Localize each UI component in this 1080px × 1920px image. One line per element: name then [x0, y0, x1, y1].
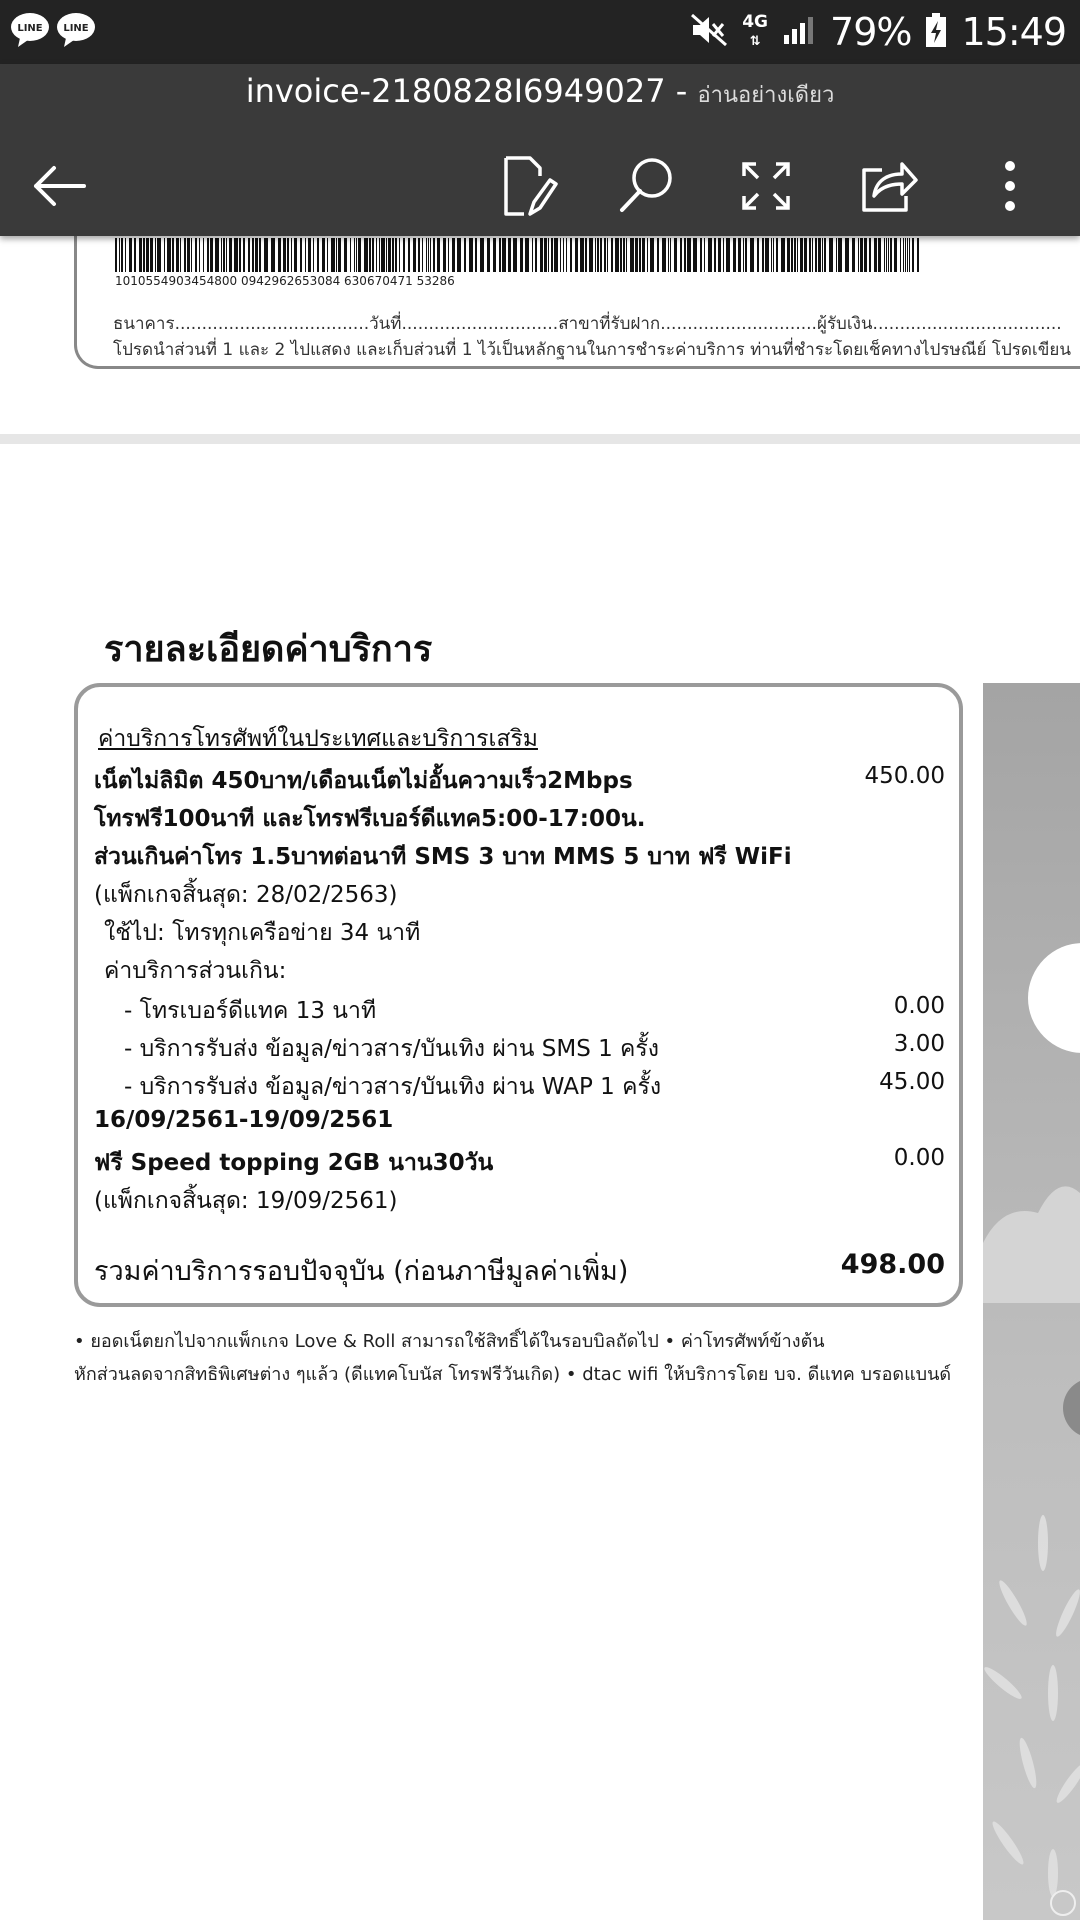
section-title: รายละเอียดค่าบริการ — [104, 629, 433, 670]
svg-text:LINE: LINE — [63, 23, 89, 34]
line-item — [94, 915, 945, 951]
line-item-amount: 3.00 — [893, 1031, 945, 1057]
status-bar — [0, 0, 1080, 64]
line-item-amount: 450.00 — [864, 763, 945, 789]
line-item-text: โทรฟรี100นาที และโทรฟรีเบอร์ดีแทค5:00-17:00น. — [94, 806, 646, 832]
line-item-text: ใช้ไป: โทรทุกเครือข่าย 34 นาที — [104, 920, 421, 946]
more-vert-icon[interactable] — [974, 150, 1046, 222]
line-app-icon — [10, 12, 50, 48]
line-item-text: - โทรเบอร์ดีแทค 13 นาที — [124, 998, 377, 1024]
signal-icon — [782, 15, 816, 49]
read-only-label: อ่านอย่างเดียว — [697, 83, 835, 108]
line-item-text: (แพ็กเกจสิ้นสุด: 28/02/2563) — [94, 882, 398, 908]
side-decorative-panel — [983, 683, 1080, 1920]
edit-document-icon[interactable] — [490, 150, 562, 222]
line-item-text: 16/09/2561-19/09/2561 — [94, 1107, 394, 1133]
search-icon[interactable] — [610, 150, 682, 222]
line-item — [94, 801, 945, 837]
battery-percent: 79% — [830, 10, 912, 54]
document-title — [0, 72, 1080, 112]
back-arrow-icon[interactable] — [24, 150, 96, 222]
line-item — [94, 953, 945, 989]
line-item — [94, 763, 945, 799]
footnote-line: • ยอดเน็ตยกไปจากแพ็กเกจ Love & Roll สามารถใช้สิทธิ์ได้ในรอบบิลถัดไป • ค่าโทรศัพท์ข้างต้น — [74, 1331, 825, 1352]
page-divider — [0, 434, 1080, 444]
app-bar — [0, 64, 1080, 236]
line-item — [94, 1183, 945, 1219]
service-details-box — [74, 683, 963, 1307]
line-item — [94, 877, 945, 913]
svg-text:LINE: LINE — [17, 23, 43, 34]
line-item-amount: 0.00 — [893, 993, 945, 1019]
line-item-text: - บริการรับส่ง ข้อมูล/ข่าวสาร/บันเทิง ผ่าน WAP 1 ครั้ง — [124, 1074, 662, 1100]
line-app-icon — [56, 12, 96, 48]
line-item — [94, 993, 945, 1029]
line-item-text: ค่าบริการส่วนเกิน: — [104, 958, 287, 984]
total-label: รวมค่าบริการรอบปัจจุบัน (ก่อนภาษีมูลค่าเพิ่ม) — [94, 1256, 629, 1287]
share-icon[interactable] — [852, 150, 924, 222]
line-item-text: ส่วนเกินค่าโทร 1.5บาทต่อนาที SMS 3 บาท MMS 5 บาท ฟรี WiFi — [94, 844, 792, 870]
clock: 15:49 — [961, 10, 1066, 54]
total-row — [94, 1249, 945, 1292]
file-name: invoice-2180828I6949027 — [245, 72, 666, 110]
barcode-image — [115, 238, 995, 272]
line-item — [94, 1145, 945, 1181]
battery-charging-icon — [925, 12, 947, 52]
mute-icon — [690, 13, 728, 51]
line-item — [94, 1069, 945, 1105]
title-separator: - — [665, 72, 698, 110]
network-type-icon: 4G ⇅ — [742, 12, 769, 49]
line-item-text: เน็ตไม่ลิมิต 450บาท/เดือนเน็ตไม่อั้นความเร็ว2Mbps — [94, 768, 633, 794]
line-item-text: (แพ็กเกจสิ้นสุด: 19/09/2561) — [94, 1188, 398, 1214]
slip-instruction: โปรดนำส่วนที่ 1 และ 2 ไปแสดง และเก็บส่วนที่ 1 ไว้เป็นหลักฐานในการชำระค่าบริการ ท่านที่ชำระโดยเช็คทางไปรษณีย์ โปรดเขียน — [113, 340, 1071, 360]
barcode-number: 1010554903454800 0942962653084 630670471 53286 — [115, 274, 455, 288]
footnote-line: หักส่วนลดจากสิทธิพิเศษต่าง ๆแล้ว (ดีแทคโบนัส โทรฟรีวันเกิด) • dtac wifi ให้บริการโดย บจ. ดีแทค บรอดแบนด์ — [74, 1364, 952, 1385]
slip-fields: ธนาคาร....................................วันที่.............................สาขาที่รับฝาก.............................ผู้รับเงิน................................... — [113, 314, 1062, 334]
line-item-text: - บริการรับส่ง ข้อมูล/ข่าวสาร/บันเทิง ผ่าน SMS 1 ครั้ง — [124, 1036, 660, 1062]
total-amount: 498.00 — [840, 1249, 945, 1280]
category-heading: ค่าบริการโทรศัพท์ในประเทศและบริการเสริม — [98, 726, 538, 752]
line-item — [94, 1031, 945, 1067]
line-item-amount: 0.00 — [893, 1145, 945, 1171]
fullscreen-icon[interactable] — [730, 150, 802, 222]
line-item — [94, 1107, 945, 1133]
line-item-text: ฟรี Speed topping 2GB นาน30วัน — [94, 1150, 494, 1176]
category-heading-row — [94, 721, 945, 757]
line-item-amount: 45.00 — [879, 1069, 945, 1095]
line-item — [94, 839, 945, 875]
